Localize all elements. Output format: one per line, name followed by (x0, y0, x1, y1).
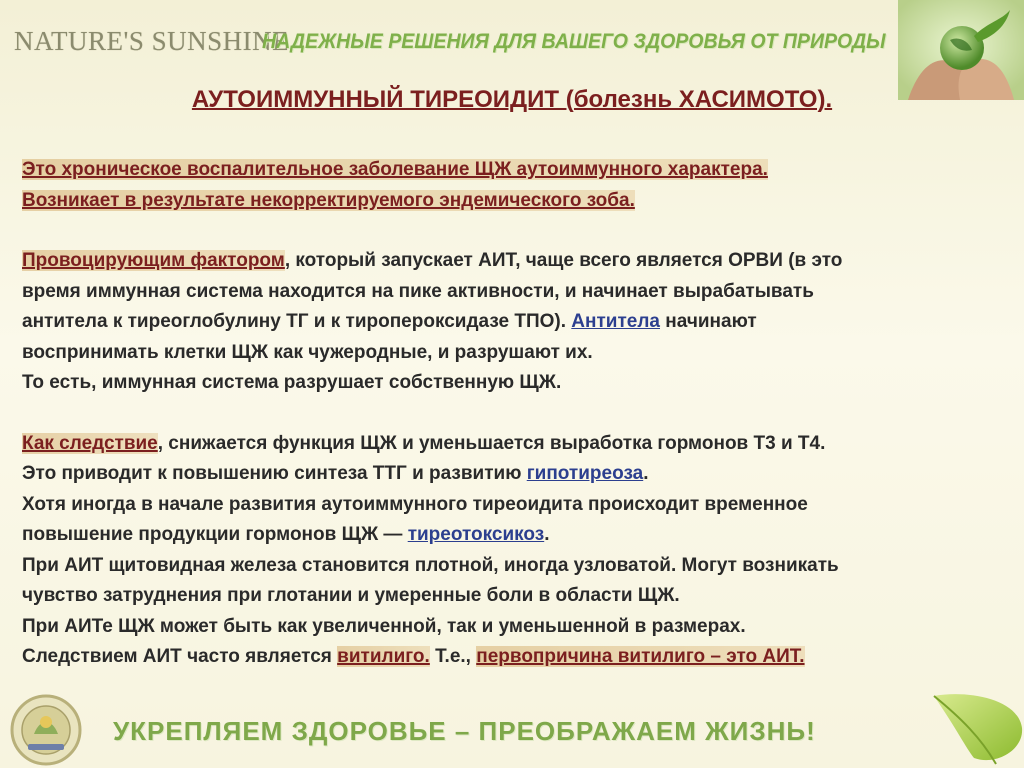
vitiligo-term: витилиго. (337, 646, 430, 667)
intro-line-1 (22, 155, 1012, 186)
p2-line-3: Хотя иногда в начале развития аутоиммунного тиреоидита происходит временное (22, 493, 808, 515)
p2-text: Следствием АИТ часто является (22, 646, 338, 667)
p2-text: . (643, 463, 649, 484)
p1-text: начинают (660, 311, 757, 332)
p2-line-4 (22, 520, 1012, 551)
footer-slogan: УКРЕПЛЯЕМ ЗДОРОВЬЕ – ПРЕОБРАЖАЕМ ЖИЗНЬ! (113, 716, 816, 746)
page-title: АУТОИММУННЫЙ ТИРЕОИДИТ (болезнь ХАСИМОТО). (191, 86, 833, 113)
p1-line-5: То есть, иммунная система разрушает собственную ЩЖ. (22, 372, 562, 393)
p2-line-7: При АИТе ЩЖ может быть как увеличенной, так и уменьшенной в размерах. (22, 615, 746, 637)
consequence-term: Как следствие (22, 432, 158, 454)
ginkgo-leaf-icon (926, 688, 1024, 768)
antibodies-link[interactable]: Антитела (571, 311, 660, 332)
thyrotoxicosis-link[interactable]: тиреотоксикоз (407, 524, 545, 545)
hands-holding-globe-icon (898, 0, 1024, 100)
intro-line-2 (22, 186, 1012, 217)
p2-line-6: чувство затруднения при глотании и умеренные боли в области ЩЖ. (22, 585, 680, 606)
p2-text: , снижается функция ЩЖ и уменьшается выработка гормонов Т3 и Т4. (157, 432, 826, 454)
p1-line-2: время иммунная система находится на пике активности, и начинает вырабатывать (22, 280, 814, 302)
p1-line-1 (22, 246, 1012, 277)
p1-line-4: воспринимать клетки ЩЖ как чужеродные, и разрушают их. (22, 341, 593, 363)
p1-line-3 (22, 307, 1012, 338)
p2-line-5: При АИТ щитовидная железа становится плотной, иногда узловатой. Могут возникать (22, 554, 839, 576)
spacer (22, 216, 1012, 246)
p2-text: Это приводит к повышению синтеза ТТГ и развитию (22, 463, 527, 484)
p2-text: повышение продукции гормонов ЩЖ — (22, 524, 408, 545)
main-text (22, 155, 1012, 673)
provoking-factor-term: Провоцирующим фактором (22, 250, 285, 271)
p1-text: антитела к тиреоглобулину ТГ и к тиропероксидазе ТПО). (22, 311, 572, 332)
p2-line-2 (22, 459, 1012, 490)
p2-line-1 (22, 429, 1012, 460)
p1-text: , который запускает АИТ, чаще всего является ОРВИ (в это (284, 250, 843, 271)
p2-text: . (544, 524, 550, 545)
intro-definition: Это хроническое воспалительное заболевание ЩЖ аутоиммунного характера. (22, 159, 768, 180)
hypothyroidism-link[interactable]: гипотиреоза (526, 463, 644, 484)
natures-sunshine-seal-icon (6, 688, 86, 768)
intro-cause: Возникает в результате некорректируемого эндемического зоба. (22, 189, 635, 211)
p2-text: Т.е., (429, 646, 477, 667)
header-tagline: НАДЕЖНЫЕ РЕШЕНИЯ ДЛЯ ВАШЕГО ЗДОРОВЬЯ ОТ ПРИРОДЫ (262, 30, 886, 53)
p2-line-8 (22, 642, 1012, 673)
spacer (22, 399, 1012, 429)
root-cause-statement: первопричина витилиго – это АИТ. (476, 646, 805, 667)
brand-logo-text: NATURE'S SUNSHINE (14, 26, 290, 56)
